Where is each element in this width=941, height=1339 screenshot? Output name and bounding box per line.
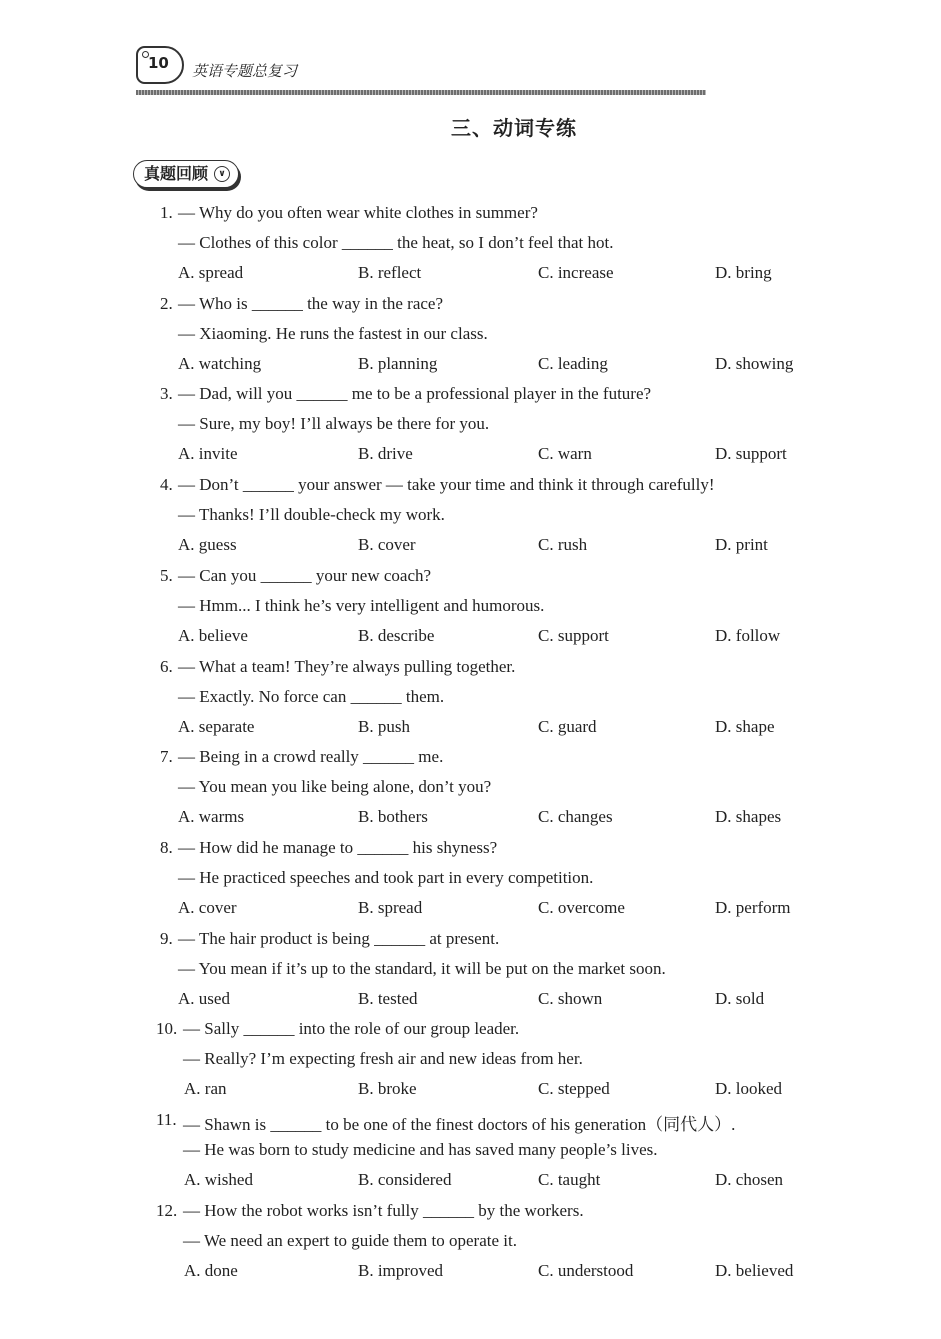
question-number: 10. bbox=[156, 1019, 178, 1039]
question-reply: — Exactly. No force can ______ them. bbox=[178, 686, 445, 706]
question-number: 9. bbox=[160, 928, 173, 948]
answer-option[interactable]: B. tested bbox=[358, 988, 418, 1008]
answer-option[interactable]: C. stepped bbox=[538, 1079, 610, 1099]
answer-option[interactable]: A. cover bbox=[178, 897, 237, 917]
question-reply: — He practiced speeches and took part in every competition. bbox=[178, 867, 594, 887]
question-item bbox=[0, 381, 941, 471]
question-reply: — He was born to study medicine and has saved many people’s lives. bbox=[183, 1140, 658, 1159]
question-stem: — The hair product is being ______ at present. bbox=[178, 928, 500, 948]
answer-option[interactable]: A. ran bbox=[184, 1079, 227, 1099]
question-stem: — How did he manage to ______ his shyness? bbox=[178, 837, 498, 857]
question-number: 3. bbox=[160, 384, 173, 404]
answer-option[interactable]: D. sold bbox=[715, 988, 765, 1008]
question-number: 2. bbox=[160, 293, 173, 313]
question-reply: — You mean you like being alone, don’t you? bbox=[178, 777, 492, 797]
question-stem: — Dad, will you ______ me to be a professional player in the future? bbox=[178, 384, 652, 404]
question-item bbox=[0, 654, 941, 744]
answer-option[interactable]: B. reflect bbox=[358, 263, 422, 282]
question-reply: — Really? I’m expecting fresh air and new ideas from her. bbox=[183, 1049, 583, 1069]
section-tag-label: 真题回顾 bbox=[144, 164, 209, 183]
question-item bbox=[0, 926, 941, 1016]
question-number: 1. bbox=[160, 203, 173, 222]
answer-option[interactable]: D. bring bbox=[715, 263, 772, 282]
answer-option[interactable]: C. guard bbox=[538, 716, 597, 736]
answer-option[interactable]: D. support bbox=[715, 444, 787, 464]
page-header bbox=[132, 40, 712, 96]
question-item bbox=[0, 472, 941, 562]
answer-option[interactable]: B. improved bbox=[358, 1260, 443, 1280]
answer-option[interactable]: A. wished bbox=[184, 1170, 253, 1189]
page-number: 10 bbox=[148, 54, 169, 72]
question-item bbox=[0, 200, 941, 290]
answer-option[interactable]: C. leading bbox=[538, 353, 608, 373]
answer-option[interactable]: B. planning bbox=[358, 353, 438, 373]
question-reply: — Sure, my boy! I’ll always be there for you. bbox=[178, 414, 490, 434]
answer-option[interactable]: B. broke bbox=[358, 1079, 417, 1099]
book-title: 英语专题总复习 bbox=[192, 62, 298, 80]
answer-option[interactable]: A. invite bbox=[178, 444, 238, 464]
question-stem: — Being in a crowd really ______ me. bbox=[178, 747, 444, 767]
section-tag bbox=[133, 160, 239, 188]
question-stem: — Who is ______ the way in the race? bbox=[178, 293, 444, 313]
answer-option[interactable]: A. watching bbox=[178, 353, 262, 373]
question-item bbox=[0, 744, 941, 834]
answer-option[interactable]: D. follow bbox=[715, 625, 781, 645]
question-item bbox=[0, 835, 941, 925]
answer-option[interactable]: C. shown bbox=[538, 988, 603, 1008]
answer-option[interactable]: B. cover bbox=[358, 535, 416, 555]
answer-option[interactable]: A. done bbox=[184, 1260, 238, 1280]
question-reply: — You mean if it’s up to the standard, it will be put on the market soon. bbox=[178, 958, 666, 978]
question-stem: — Why do you often wear white clothes in summer? bbox=[178, 203, 538, 222]
question-reply: — Xiaoming. He runs the fastest in our class. bbox=[178, 323, 488, 343]
answer-option[interactable]: B. bothers bbox=[358, 807, 428, 827]
answer-option[interactable]: C. support bbox=[538, 625, 609, 645]
answer-option[interactable]: B. describe bbox=[358, 625, 435, 645]
answer-option[interactable]: C. taught bbox=[538, 1170, 601, 1189]
answer-option[interactable]: D. shape bbox=[715, 716, 775, 736]
header-divider bbox=[136, 90, 706, 95]
answer-option[interactable]: C. rush bbox=[538, 535, 588, 555]
question-item bbox=[0, 1107, 941, 1197]
question-stem: — Sally ______ into the role of our group leader. bbox=[183, 1019, 520, 1039]
answer-option[interactable]: D. perform bbox=[715, 897, 791, 917]
question-stem: — Shawn is ______ to be one of the finest doctors of his generation（同代人）. bbox=[183, 1115, 736, 1134]
section-title: 三、动词专练 bbox=[451, 116, 577, 140]
page-number-badge bbox=[136, 46, 184, 84]
question-number: 6. bbox=[160, 656, 173, 676]
question-number: 7. bbox=[160, 747, 173, 767]
question-reply: — Thanks! I’ll double-check my work. bbox=[178, 505, 445, 525]
question-item bbox=[0, 1198, 941, 1288]
answer-option[interactable]: A. warms bbox=[178, 807, 245, 827]
answer-option[interactable]: A. believe bbox=[178, 625, 248, 645]
answer-option[interactable]: C. changes bbox=[538, 807, 613, 827]
answer-option[interactable]: C. increase bbox=[538, 263, 614, 282]
answer-option[interactable]: A. separate bbox=[178, 716, 255, 736]
answer-option[interactable]: D. believed bbox=[715, 1260, 794, 1280]
answer-option[interactable]: D. chosen bbox=[715, 1170, 783, 1189]
answer-option[interactable]: A. guess bbox=[178, 535, 237, 555]
question-number: 4. bbox=[160, 475, 173, 495]
answer-option[interactable]: A. used bbox=[178, 988, 230, 1008]
answer-option[interactable]: C. understood bbox=[538, 1260, 634, 1280]
answer-option[interactable]: A. spread bbox=[178, 263, 244, 282]
answer-option[interactable]: D. print bbox=[715, 535, 768, 555]
answer-option[interactable]: B. considered bbox=[358, 1170, 452, 1189]
question-stem: — How the robot works isn’t fully ______ by the workers. bbox=[183, 1200, 584, 1220]
question-reply: — Hmm... I think he’s very intelligent and humorous. bbox=[178, 595, 545, 615]
answer-option[interactable]: D. shapes bbox=[715, 807, 782, 827]
question-number: 11. bbox=[156, 1110, 177, 1129]
answer-option[interactable]: B. drive bbox=[358, 444, 413, 464]
answer-option[interactable]: C. warn bbox=[538, 444, 592, 464]
question-stem: — Can you ______ your new coach? bbox=[178, 565, 432, 585]
question-reply: — Clothes of this color ______ the heat, so I don’t feel that hot. bbox=[178, 233, 614, 252]
question-stem: — Don’t ______ your answer — take your time and think it through carefully! bbox=[178, 475, 715, 495]
answer-option[interactable]: B. spread bbox=[358, 897, 423, 917]
answer-option[interactable]: B. push bbox=[358, 716, 410, 736]
question-item bbox=[0, 563, 941, 653]
question-number: 5. bbox=[160, 565, 173, 585]
down-chevron-icon: ∨ bbox=[214, 166, 230, 182]
question-item bbox=[0, 291, 941, 381]
question-item bbox=[0, 1016, 941, 1106]
answer-option[interactable]: D. showing bbox=[715, 353, 794, 373]
question-stem: — What a team! They’re always pulling together. bbox=[178, 656, 516, 676]
question-number: 8. bbox=[160, 837, 173, 857]
answer-option[interactable]: D. looked bbox=[715, 1079, 783, 1099]
answer-option[interactable]: C. overcome bbox=[538, 897, 625, 917]
question-number: 12. bbox=[156, 1200, 178, 1220]
question-reply: — We need an expert to guide them to operate it. bbox=[183, 1230, 517, 1250]
